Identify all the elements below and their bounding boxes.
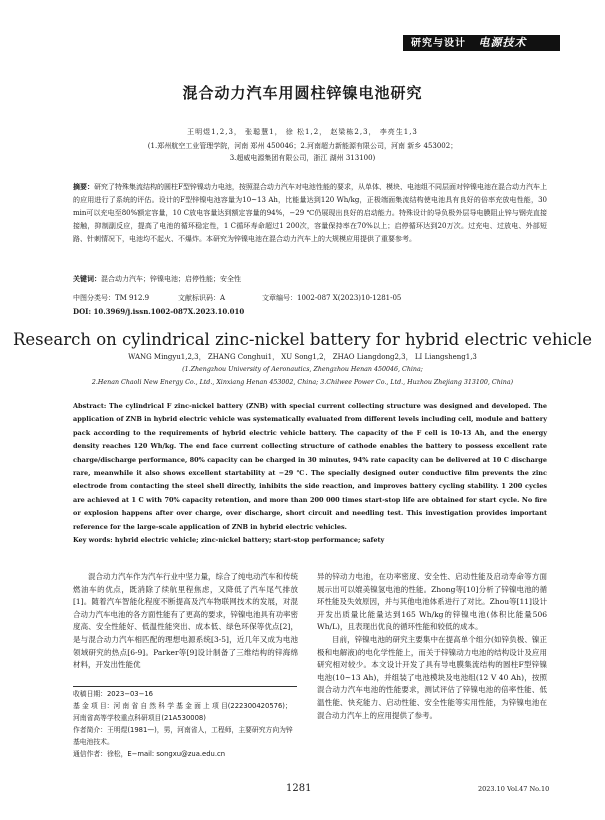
body-paragraph: 目前，锌镍电池的研究主要集中在提高单个组分(如锌负极、镍正极和电解液)的电化学性能上，而关于锌镍动力电池的结构设计及应用研究相对较少。本文设计开发了具有导电膜集流结构的圆柱F型锌镍电池(10~13 Ah)，并组装了电池模块及电池组(12 V 40 Ah)，按照混合动力汽车电池的性能要求，测试评估了锌镍电池的倍率性能、低温性能、快充能力、启动性能、安全性能等实用性能，为锌镍电池在混合动力汽车上的应用提供了参考。 [317,634,547,720]
body-column-right [317,571,547,722]
paper-title: 混合动力汽车用圆柱锌镍电池研究 [182,84,423,102]
abstract-zh-label: 摘要： [73,182,95,191]
keywords-zh-text: 混合动力汽车；锌镍电池；启停性能；安全性 [101,275,241,283]
footnote-author: 作者简介：王明煜(1981—)，男，河南省人，工程师，主要研究方向为锌基电池技术。 [73,726,293,746]
footnote-fund: 基 金 项 目：河 南 省 自 然 科 学 基 金 面 上 项 目(222300420576)；河南省高等学校重点科研项目(21A530008) [73,702,292,722]
doi: DOI: 10.3969/j.issn.1002-087X.2023.10.010 [73,307,245,316]
keywords-zh-label: 关键词： [73,274,101,283]
keywords-zh [73,272,547,286]
journal-section-banner [403,35,560,51]
article-number: 文章编号：1002-087 X(2023)10-1281-05 [262,294,402,302]
footnote-received: 收稿日期：2023−03−16 [73,690,153,698]
abstract-en [73,400,547,547]
body-column-left [73,571,298,672]
section-label: 研究与设计 [411,38,466,49]
keywords-en-label: Key words: [73,536,113,545]
affiliation-en-line-1: (1.Zhengzhou University of Aeronautics, Zhengzhou Henan 450046, China; [182,366,423,373]
footnote-correspondence: 通信作者：徐松，E−mail: songxu@zua.edu.cn [73,750,226,758]
author-list: 王明煜1,2,3， 张聪慧1， 徐 松1,2， 赵梁栋2,3， 李亮生1,3 [187,128,418,136]
page-number: 1281 [286,783,312,794]
body-paragraph: 异的锌动力电池，在功率密度、安全性、启动性能及启动寿命等方面展示出可以媲美镍氢电池的性能。Zhong等[10]分析了锌镍电池的循环性能及失效原因，并与其他电池体系进行了对比。Zhou等[11]设计开发出质量比能量达到165 Wh/kg的锌镍电池(体积比能量506 Wh/L)，且表现出优良的循环性能和较低的成本。 [317,572,547,632]
keywords-en-text: hybrid electric vehicle; zinc-nickel battery; start-stop performance; safety [114,536,385,545]
affiliation-line-1: (1.郑州航空工业管理学院，河南 郑州 450046；2.河南超力新能源有限公司，河南 新乡 453002； [147,142,458,150]
author-list-en: WANG Mingyu1,2,3， ZHANG Conghui1， XU Song1,2， ZHAO Liangdong2,3， LI Liangsheng1,3 [128,353,477,361]
abstract-en-text: The cylindrical F zinc-nickel battery (ZNB) with special current collecting structure was designed and developed. The application of ZNB in hybrid electric vehicle was systematically evaluated from different levels including cell, module and battery pack according to the requirements of hybrid electric vehicle battery. The capacity of the F cell is 10-13 Ah, and the energy density reaches 120 Wh/kg. The end face current collecting structure of cathode enables the battery to possess excellent rate charge/discharge performance, 80% capacity can be charged in 30 minutes, 94% rate capacity can be delivered at 10 C discharge rare, meanwhile it also shows excellent startability at −29 ℃. The specially designed outer conductive film prevents the zinc electrode from contacting the steel shell directly, inhibits the side reaction, and improves battery cycling stability. 1 200 cycles are achieved at 1 C with 70% capacity retention, and more than 200 000 times start-stop life are obtained for start cycle. No fire or explosion happens after over charge, over discharge, short circuit and needling test. This investigation provides important reference for the large-scale application of ZNB in hybrid electric vehicles. [73,402,547,531]
abstract-zh [73,180,547,246]
journal-name: 电源技术 [478,36,527,49]
footnote-divider [73,686,297,687]
paper-title-en: Research on cylindrical zinc-nickel battery for hybrid electric vehicle [12,330,593,349]
affiliation-line-2: 3.超威电源集团有限公司，浙江 湖州 313100) [229,154,376,162]
clc-number: 中图分类号：TM 912.9 [73,294,150,302]
affiliation-en-line-2: 2.Henan Chaoli New Energy Co., Ltd., Xinxiang Henan 453002, China; 3.Chilwee Power Co., Ltd., Huzhou Zhejiang 313100, China) [91,379,514,386]
abstract-zh-text: 研究了特殊集流结构的圆柱F型锌镍动力电池，按照混合动力汽车对电池性能的要求，从单体、模块、电池组不同层面对锌镍电池在混合动力汽车上的应用进行了系统的评估。设计的F型锌镍电池容量为10~13 Ah，比能量达到120 Wh/kg，正极端面集流结构使电池具有良好的倍率充放电性能，30 min可以充电至80%额定容量，10 C放电容量达到额定容量的94%，−29 ℃仍展现出良好的启动能力。特殊设计的导负极外层导电膜阻止锌与钢壳直接接触，抑制副反应，提高了电池的循环稳定性，1 C循环寿命超过1 200次，容量保持率在70%以上；启停循环达到20万次。过充电、过放电、外部短路、针刺情况下，电池均不起火、不爆炸。本研究为锌镍电池在混合动力汽车上的大规模应用提供了重要参考。 [73,183,548,243]
abstract-en-label: Abstract: [73,402,107,410]
issue-info: 2023.10 Vol.47 No.10 [478,785,550,793]
keywords-en [73,534,547,547]
body-paragraph: 混合动力汽车作为汽车行业中坚力量，综合了纯电动汽车和传统燃油车的优点，既消除了续航里程焦虑，又降低了汽车尾气排放[1]。随着汽车智能化程度不断提高及汽车物联网技术的发展，对混合动力汽车电池的各方面性能有了更高的要求，锌镍电池具有功率密度高、安全性能好、低温性能突出、成本低、绿色环保等优点[2]，是与混合动力汽车相匹配的理想电源系统[3-5]，近几年又成为电池领域研究的热点[6-9]。Parker等[9]设计制备了三维结构的锌海绵材料，开发出性能优 [73,572,298,670]
document-code: 文献标识码：A [178,294,226,302]
